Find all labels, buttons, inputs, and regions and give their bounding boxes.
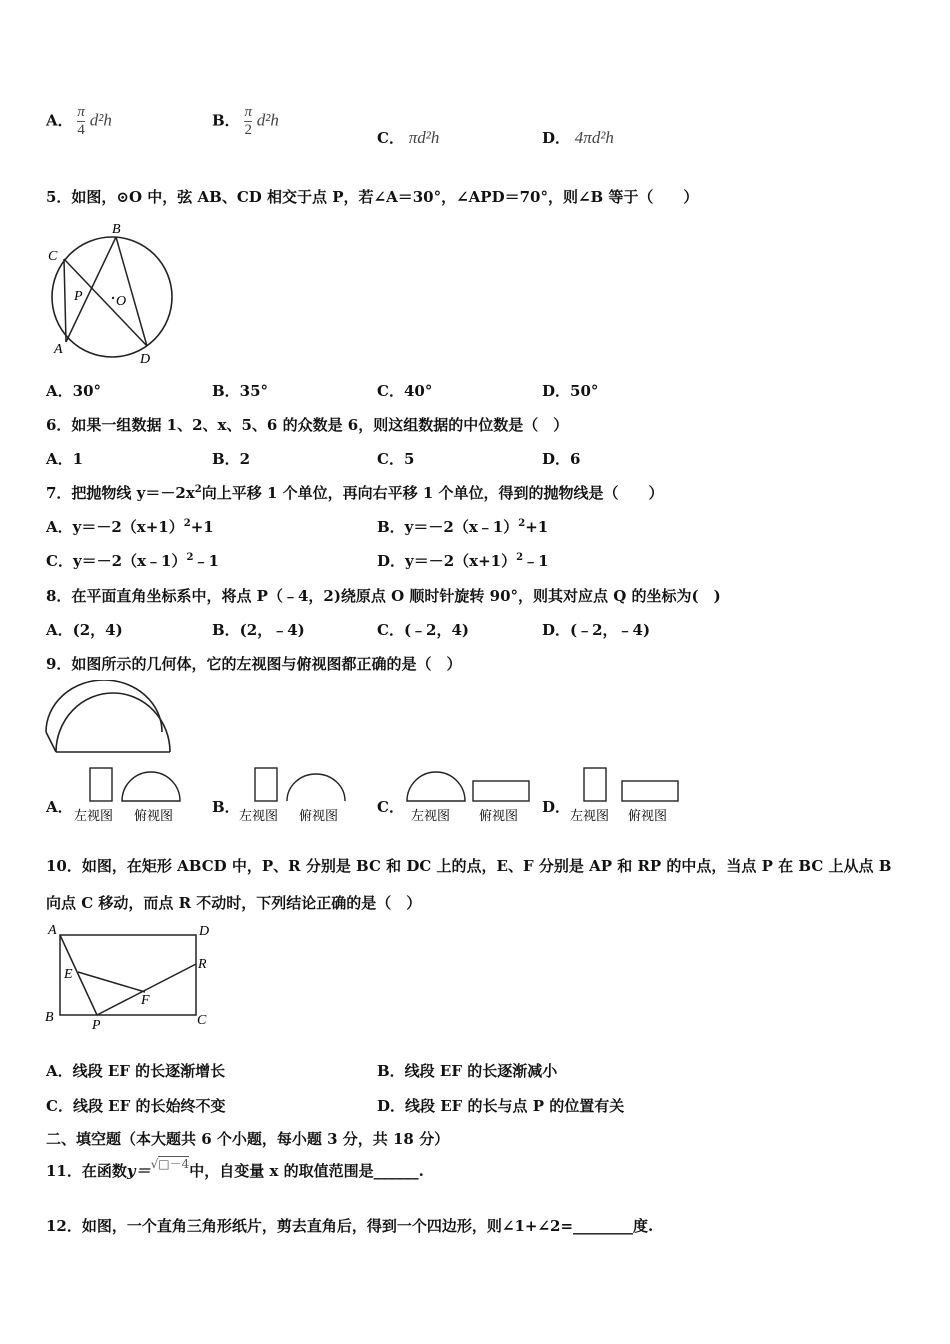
q9-option-a-views [72, 764, 192, 826]
top-view-label: 俯视图 [299, 809, 339, 824]
q8-stem: 8．在平面直角坐标系中，将点 P（﹣4，2)绕原点 O 顺时针旋转 90°，则其对应点 Q 的坐标为( ) [46, 587, 721, 605]
label-b: B [45, 1010, 54, 1025]
label-d: D [140, 352, 151, 367]
q6-option-c: C．5 [377, 450, 415, 468]
q10-option-d: D．线段 EF 的长与点 P 的位置有关 [377, 1097, 625, 1115]
left-view-label: 左视图 [570, 809, 610, 824]
q5-option-d: D．50° [542, 382, 599, 400]
option-label: A． [46, 111, 73, 130]
q5-option-a: A．30° [46, 382, 102, 400]
q8-option-a: A．(2，4) [46, 621, 123, 639]
q10-stem-line2: 向点 C 移动，而点 R 不动时，下列结论正确的是（ ） [46, 894, 422, 912]
q9-stem: 9．如图所示的几何体，它的左视图与俯视图都正确的是（ ） [46, 655, 462, 673]
label-a: A [48, 923, 57, 938]
q7-stem: 7．把抛物线 $y=-2x^2$向上平移 1 个单位，再向右平移 1 个单位，得到的抛物线是（ ） [46, 484, 664, 502]
q6-option-a: A．1 [46, 450, 84, 468]
q12: 12．如图，一个直角三角形纸片，剪去直角后，得到一个四边形，则∠1+∠2=________度. [46, 1217, 654, 1235]
left-edge [46, 732, 56, 752]
q7-option-b: B．y＝－2（x﹣1）$^2$+1 [377, 518, 549, 536]
left-view-rect [255, 768, 277, 801]
section-heading: 二、填空题（本大题共 6 个小题，每小题 3 分，共 18 分） [46, 1130, 450, 1148]
label-o: O [116, 294, 127, 309]
label-p: P [74, 289, 83, 304]
q6-stem: 6．如果一组数据 1、2、x、5、6 的众数是 6，则这组数据的中位数是（ ） [46, 416, 569, 434]
q10-rectangle-figure [42, 920, 222, 1035]
sqrt-expression: √□－4 [150, 1157, 190, 1171]
top-view-label: 俯视图 [134, 809, 174, 824]
circle-o [52, 237, 172, 357]
q7-option-c: C．y＝－2（x﹣1）$^2$﹣1 [46, 552, 219, 570]
q9-solid-figure [44, 680, 174, 755]
label-b: B [112, 222, 121, 237]
label-r: R [198, 957, 207, 972]
label-f: F [141, 993, 150, 1008]
q5-option-c: C．40° [377, 382, 433, 400]
top-view-rect [622, 781, 678, 801]
left-view-rect [90, 768, 112, 801]
q5-circle-figure [44, 218, 184, 368]
q5-option-b: B．35° [212, 382, 269, 400]
q9-option-c-label: C． [377, 798, 404, 816]
left-view-rect [584, 768, 606, 801]
label-d: D [199, 924, 210, 939]
left-view-label: 左视图 [74, 809, 114, 824]
q9-option-d-label: D． [542, 798, 571, 816]
left-view-semicircle [407, 772, 465, 801]
fraction: $\frac{\pi}{2}$ [244, 104, 252, 138]
label-p: P [92, 1018, 101, 1033]
q7-option-d: D．$y=-2(x+1)^2﹣1$ [377, 552, 549, 570]
q10-option-a: A．线段 EF 的长逐渐增长 [46, 1062, 226, 1080]
q8-option-c: C．(﹣2，4) [377, 621, 470, 639]
q8-option-b: B．(2，﹣4) [212, 621, 305, 639]
segment-ca [64, 259, 66, 342]
q7-option-a: A．$y=-2(x+1)^2+1$ [46, 518, 214, 536]
q5-stem: 5．如图，⊙O 中，弦 AB、CD 相交于点 P，若∠A＝30°，∠APD＝70°，则∠B 等于（ ） [46, 188, 699, 206]
label-a: A [54, 342, 63, 357]
q9-option-d-views [568, 764, 688, 826]
top-view-semicircle [122, 772, 180, 801]
q8-option-d: D．(﹣2，﹣4) [542, 621, 651, 639]
q4-option-c: C． πd²h [377, 128, 440, 147]
q6-option-d: D．6 [542, 450, 581, 468]
q9-option-c-views [403, 764, 533, 826]
q11: 11．在函数y＝$^{√□-4}$中，自变量 x 的取值范围是______. [46, 1157, 424, 1180]
segment-ef [78, 972, 145, 992]
q4-option-d: D． 4πd²h [542, 128, 614, 147]
q9-option-b-label: B． [212, 798, 240, 816]
q4-option-b: B． $\frac{\pi}{2}$ d²h [212, 104, 279, 138]
label-e: E [64, 967, 73, 982]
q10-option-c: C．线段 EF 的长始终不变 [46, 1097, 226, 1115]
fraction: $\frac{\pi}{4}$ [77, 104, 85, 138]
left-view-label: 左视图 [411, 809, 451, 824]
q9-option-a-label: A． [46, 798, 73, 816]
top-view-label: 俯视图 [628, 809, 668, 824]
top-view-rect [473, 781, 529, 801]
label-c: C [197, 1013, 207, 1028]
q4-option-a: A． $\frac{\pi}{4}$ d²h [46, 104, 112, 138]
top-view-arch [287, 774, 345, 801]
front-semicircle [56, 693, 170, 752]
center-dot [112, 297, 114, 299]
left-view-label: 左视图 [239, 809, 279, 824]
q9-option-b-views [237, 764, 357, 826]
q6-option-b: B．2 [212, 450, 251, 468]
top-view-label: 俯视图 [479, 809, 519, 824]
q10-stem-line1: 10．如图，在矩形 ABCD 中，P、R 分别是 BC 和 DC 上的点，E、F 分别是 AP 和 RP 的中点，当点 P 在 BC 上从点 B [46, 857, 892, 875]
q10-option-b: B．线段 EF 的长逐渐减小 [377, 1062, 558, 1080]
label-c: C [48, 249, 58, 264]
